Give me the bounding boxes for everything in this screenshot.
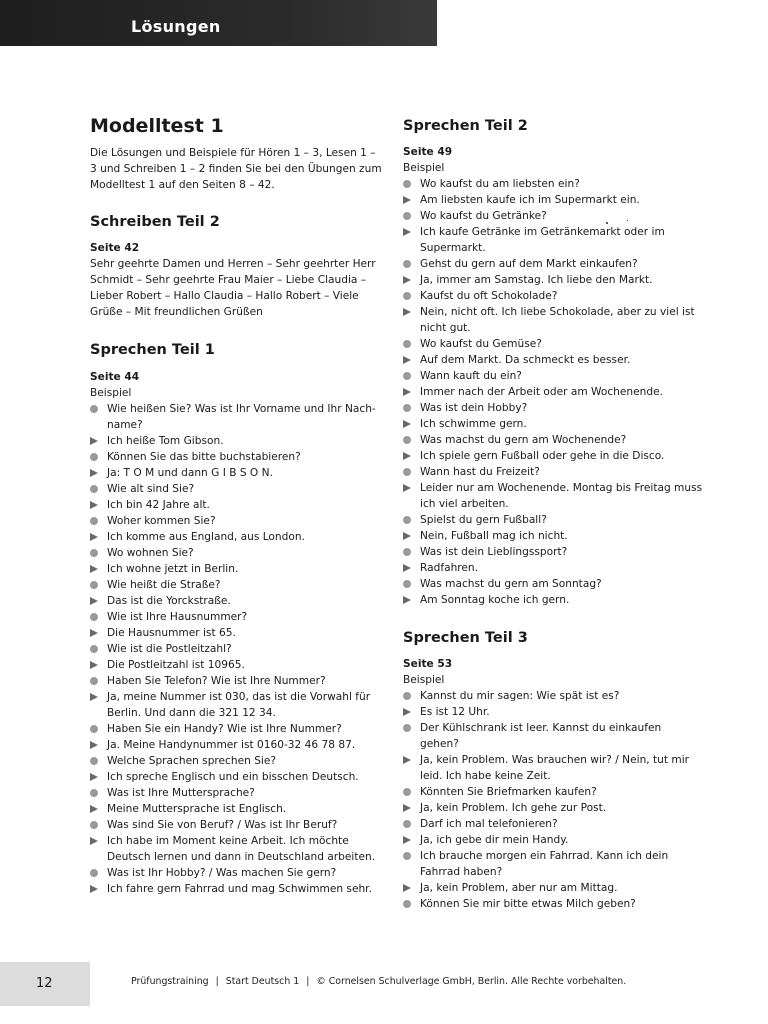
dialogue-answer	[90, 529, 385, 545]
dialogue-answer	[90, 881, 385, 897]
footer-book: Start Deutsch 1	[225, 976, 300, 987]
bullet-arrow-icon	[90, 661, 98, 669]
dialogue-question	[90, 481, 385, 497]
dialogue-answer	[403, 800, 703, 816]
dialogue-answer	[403, 704, 703, 720]
dialogue-text: Ja, kein Problem. Ich gehe zur Post.	[420, 802, 607, 814]
bullet-arrow-icon	[403, 196, 411, 204]
dialogue-question	[90, 641, 385, 657]
bullet-dot-icon	[90, 613, 98, 621]
sprechen2-page-ref: Seite 49	[403, 146, 453, 158]
bullet-arrow-icon	[90, 597, 98, 605]
bullet-arrow-icon	[403, 836, 411, 844]
bullet-dot-icon	[403, 212, 411, 220]
dialogue-text: Wann kauft du ein?	[420, 370, 522, 382]
sprechen1-heading: Sprechen Teil 1	[90, 342, 215, 358]
dialogue-answer	[403, 528, 703, 544]
dialogue-question	[90, 449, 385, 465]
sprechen3-heading: Sprechen Teil 3	[403, 630, 528, 646]
dialogue-text: Könnten Sie Briefmarken kaufen?	[420, 786, 597, 798]
sprechen1-dialogue	[90, 401, 385, 897]
dialogue-answer	[90, 737, 385, 753]
dialogue-text: Ja, immer am Samstag. Ich liebe den Markt.	[420, 274, 653, 286]
footer-series: Prüfungstraining	[131, 976, 209, 987]
dialogue-text: Wie ist die Postleitzahl?	[107, 643, 232, 655]
bullet-dot-icon	[403, 260, 411, 268]
bullet-dot-icon	[403, 436, 411, 444]
bullet-arrow-icon	[403, 308, 411, 316]
scan-speck	[606, 222, 608, 224]
dialogue-answer	[403, 880, 703, 896]
bullet-dot-icon	[403, 468, 411, 476]
bullet-arrow-icon	[90, 693, 98, 701]
bullet-dot-icon	[90, 725, 98, 733]
bullet-arrow-icon	[90, 837, 98, 845]
bullet-dot-icon	[403, 788, 411, 796]
dialogue-text: Darf ich mal telefonieren?	[420, 818, 558, 830]
bullet-dot-icon	[90, 581, 98, 589]
dialogue-question	[90, 545, 385, 561]
dialogue-text: Ich brauche morgen ein Fahrrad. Kann ich dein Fahrrad haben?	[420, 850, 669, 878]
dialogue-text: Die Postleitzahl ist 10965.	[107, 659, 245, 671]
bullet-arrow-icon	[90, 501, 98, 509]
bullet-arrow-icon	[403, 388, 411, 396]
dialogue-text: Ich schwimme gern.	[420, 418, 527, 430]
dialogue-text: Ich heiße Tom Gibson.	[107, 435, 224, 447]
sprechen2-heading: Sprechen Teil 2	[403, 118, 528, 134]
dialogue-text: Ja: T O M und dann G I B S O N.	[107, 467, 273, 479]
dialogue-answer	[90, 561, 385, 577]
footer-copyright: © Cornelsen Schulverlage GmbH, Berlin. Alle Rechte vorbehalten.	[316, 976, 627, 987]
dialogue-question	[403, 336, 703, 352]
dialogue-text: Wo kaufst du Gemüse?	[420, 338, 542, 350]
dialogue-question	[403, 208, 703, 224]
sprechen3-page-ref: Seite 53	[403, 658, 453, 670]
dialogue-text: Wo kaufst du am liebsten ein?	[420, 178, 580, 190]
dialogue-answer	[403, 416, 703, 432]
dialogue-question	[403, 784, 703, 800]
bullet-dot-icon	[403, 548, 411, 556]
dialogue-text: Haben Sie Telefon? Wie ist Ihre Nummer?	[107, 675, 326, 687]
sprechen2-label: Beispiel	[403, 162, 445, 174]
bullet-arrow-icon	[90, 741, 98, 749]
bullet-dot-icon	[403, 180, 411, 188]
dialogue-text: Woher kommen Sie?	[107, 515, 216, 527]
dialogue-answer	[90, 801, 385, 817]
bullet-dot-icon	[90, 645, 98, 653]
dialogue-question	[403, 816, 703, 832]
schreiben-text: Sehr geehrte Damen und Herren – Sehr geehrter Herr Schmidt – Sehr geehrte Frau Maier – Liebe Claudia – Lieber Robert – Hallo Claudia – Hallo Robert – Viele Grüße – Mit freundlichen Grüßen	[90, 258, 376, 318]
dialogue-answer	[403, 272, 703, 288]
header-title: Lösungen	[131, 17, 221, 36]
sprechen3-label: Beispiel	[403, 674, 445, 686]
dialogue-text: Ja, meine Nummer ist 030, das ist die Vorwahl für Berlin. Und dann die 321 12 34.	[107, 691, 371, 719]
bullet-dot-icon	[403, 724, 411, 732]
dialogue-question	[403, 848, 703, 880]
dialogue-text: Wie heißt die Straße?	[107, 579, 221, 591]
main-title: Modelltest 1	[90, 115, 224, 137]
dialogue-question	[90, 401, 385, 433]
bullet-arrow-icon	[403, 804, 411, 812]
dialogue-text: Ich kaufe Getränke im Getränkemarkt oder im Supermarkt.	[420, 226, 665, 254]
dialogue-question	[403, 176, 703, 192]
dialogue-question	[403, 256, 703, 272]
bullet-arrow-icon	[90, 629, 98, 637]
dialogue-text: Ich komme aus England, aus London.	[107, 531, 305, 543]
schreiben-heading: Schreiben Teil 2	[90, 214, 220, 230]
sprechen1-page-ref: Seite 44	[90, 371, 140, 383]
dialogue-answer	[403, 832, 703, 848]
dialogue-text: Ich wohne jetzt in Berlin.	[107, 563, 239, 575]
bullet-arrow-icon	[90, 773, 98, 781]
footer-separator: |	[215, 976, 219, 987]
bullet-arrow-icon	[90, 805, 98, 813]
dialogue-question	[403, 544, 703, 560]
dialogue-text: Wann hast du Freizeit?	[420, 466, 540, 478]
dialogue-text: Ja, kein Problem. Was brauchen wir? / Nein, tut mir leid. Ich habe keine Zeit.	[420, 754, 690, 782]
dialogue-text: Was ist dein Lieblingssport?	[420, 546, 568, 558]
dialogue-question	[403, 512, 703, 528]
dialogue-answer	[403, 384, 703, 400]
bullet-arrow-icon	[403, 276, 411, 284]
dialogue-question	[90, 513, 385, 529]
bullet-dot-icon	[403, 820, 411, 828]
bullet-dot-icon	[90, 789, 98, 797]
dialogue-question	[90, 577, 385, 593]
bullet-dot-icon	[403, 692, 411, 700]
dialogue-question	[403, 720, 703, 752]
dialogue-answer	[90, 497, 385, 513]
dialogue-text: Was ist Ihr Hobby? / Was machen Sie gern?	[107, 867, 337, 879]
bullet-dot-icon	[90, 453, 98, 461]
dialogue-answer	[403, 448, 703, 464]
dialogue-question	[90, 721, 385, 737]
dialogue-question	[403, 368, 703, 384]
dialogue-answer	[90, 657, 385, 673]
bullet-dot-icon	[403, 292, 411, 300]
bullet-dot-icon	[403, 580, 411, 588]
bullet-dot-icon	[403, 516, 411, 524]
bullet-dot-icon	[90, 677, 98, 685]
dialogue-question	[90, 785, 385, 801]
bullet-arrow-icon	[403, 708, 411, 716]
dialogue-answer	[90, 593, 385, 609]
dialogue-text: Ich habe im Moment keine Arbeit. Ich möchte Deutsch lernen und dann in Deutschland arbeiten.	[107, 835, 376, 863]
dialogue-question	[403, 688, 703, 704]
bullet-arrow-icon	[403, 420, 411, 428]
dialogue-text: Wo wohnen Sie?	[107, 547, 194, 559]
dialogue-text: Was sind Sie von Beruf? / Was ist Ihr Beruf?	[107, 819, 338, 831]
bullet-arrow-icon	[90, 565, 98, 573]
dialogue-answer	[90, 625, 385, 641]
dialogue-text: Wie alt sind Sie?	[107, 483, 195, 495]
dialogue-answer	[90, 433, 385, 449]
dialogue-text: Es ist 12 Uhr.	[420, 706, 490, 718]
dialogue-text: Was ist Ihre Muttersprache?	[107, 787, 255, 799]
dialogue-text: Leider nur am Wochenende. Montag bis Freitag muss ich viel arbeiten.	[420, 482, 703, 510]
bullet-arrow-icon	[90, 533, 98, 541]
dialogue-answer	[90, 769, 385, 785]
sprechen1-label: Beispiel	[90, 387, 132, 399]
dialogue-answer	[403, 352, 703, 368]
bullet-dot-icon	[403, 404, 411, 412]
bullet-arrow-icon	[90, 885, 98, 893]
dialogue-text: Ich fahre gern Fahrrad und mag Schwimmen sehr.	[107, 883, 372, 895]
dialogue-text: Was ist dein Hobby?	[420, 402, 528, 414]
dialogue-text: Nein, nicht oft. Ich liebe Schokolade, aber zu viel ist nicht gut.	[420, 306, 695, 334]
dialogue-text: Wo kaufst du Getränke?	[420, 210, 547, 222]
dialogue-question	[90, 673, 385, 689]
bullet-arrow-icon	[403, 532, 411, 540]
dialogue-question	[403, 432, 703, 448]
bullet-arrow-icon	[403, 484, 411, 492]
dialogue-text: Ich spreche Englisch und ein bisschen Deutsch.	[107, 771, 359, 783]
dialogue-question	[403, 288, 703, 304]
bullet-dot-icon	[90, 549, 98, 557]
dialogue-text: Was machst du gern am Wochenende?	[420, 434, 627, 446]
dialogue-text: Ja, kein Problem, aber nur am Mittag.	[420, 882, 618, 894]
dialogue-answer	[403, 480, 703, 512]
sprechen3-dialogue	[403, 688, 703, 912]
dialogue-answer	[403, 304, 703, 336]
dialogue-text: Wie ist Ihre Hausnummer?	[107, 611, 248, 623]
bullet-arrow-icon	[403, 596, 411, 604]
dialogue-text: Was machst du gern am Sonntag?	[420, 578, 602, 590]
sprechen2-dialogue	[403, 176, 703, 608]
dialogue-answer	[403, 560, 703, 576]
bullet-dot-icon	[90, 485, 98, 493]
dialogue-question	[90, 817, 385, 833]
header-bar	[0, 0, 437, 46]
dialogue-text: Immer nach der Arbeit oder am Wochenende.	[420, 386, 663, 398]
dialogue-text: Das ist die Yorckstraße.	[107, 595, 231, 607]
dialogue-question	[403, 464, 703, 480]
dialogue-question	[403, 576, 703, 592]
bullet-arrow-icon	[90, 469, 98, 477]
bullet-arrow-icon	[403, 356, 411, 364]
bullet-dot-icon	[403, 852, 411, 860]
dialogue-text: Können Sie mir bitte etwas Milch geben?	[420, 898, 636, 910]
dialogue-text: Meine Muttersprache ist Englisch.	[107, 803, 287, 815]
dialogue-question	[403, 896, 703, 912]
footer-separator: |	[306, 976, 310, 987]
dialogue-text: Haben Sie ein Handy? Wie ist Ihre Nummer?	[107, 723, 342, 735]
dialogue-text: Ich spiele gern Fußball oder gehe in die Disco.	[420, 450, 665, 462]
dialogue-answer	[90, 833, 385, 865]
bullet-arrow-icon	[403, 564, 411, 572]
dialogue-text: Der Kühlschrank ist leer. Kannst du einkaufen gehen?	[420, 722, 662, 750]
intro-text: Die Lösungen und Beispiele für Hören 1 – 3, Lesen 1 – 3 und Schreiben 1 – 2 finden Sie bei den Übungen zum Modelltest 1 auf den Seiten 8 – 42.	[90, 147, 382, 191]
dialogue-answer	[403, 224, 703, 256]
dialogue-answer	[403, 752, 703, 784]
dialogue-text: Welche Sprachen sprechen Sie?	[107, 755, 277, 767]
dialogue-answer	[403, 592, 703, 608]
bullet-arrow-icon	[403, 884, 411, 892]
dialogue-text: Die Hausnummer ist 65.	[107, 627, 236, 639]
bullet-dot-icon	[403, 372, 411, 380]
schreiben-page-ref: Seite 42	[90, 242, 140, 254]
dialogue-text: Kaufst du oft Schokolade?	[420, 290, 558, 302]
bullet-dot-icon	[90, 869, 98, 877]
scan-speck	[627, 220, 628, 221]
bullet-arrow-icon	[90, 437, 98, 445]
bullet-dot-icon	[90, 405, 98, 413]
dialogue-text: Ja. Meine Handynummer ist 0160-32 46 78 87.	[107, 739, 356, 751]
dialogue-text: Kannst du mir sagen: Wie spät ist es?	[420, 690, 620, 702]
bullet-dot-icon	[90, 757, 98, 765]
dialogue-text: Radfahren.	[420, 562, 479, 574]
dialogue-answer	[90, 689, 385, 721]
dialogue-question	[403, 400, 703, 416]
bullet-arrow-icon	[403, 228, 411, 236]
bullet-arrow-icon	[403, 756, 411, 764]
page-number: 12	[36, 976, 53, 991]
bullet-dot-icon	[403, 340, 411, 348]
dialogue-text: Spielst du gern Fußball?	[420, 514, 547, 526]
bullet-dot-icon	[90, 821, 98, 829]
bullet-arrow-icon	[403, 452, 411, 460]
dialogue-text: Am Sonntag koche ich gern.	[420, 594, 570, 606]
dialogue-answer	[90, 465, 385, 481]
dialogue-text: Auf dem Markt. Da schmeckt es besser.	[420, 354, 631, 366]
bullet-dot-icon	[403, 900, 411, 908]
dialogue-text: Am liebsten kaufe ich im Supermarkt ein.	[420, 194, 640, 206]
dialogue-text: Nein, Fußball mag ich nicht.	[420, 530, 568, 542]
dialogue-question	[90, 753, 385, 769]
dialogue-question	[90, 609, 385, 625]
dialogue-text: Können Sie das bitte buchstabieren?	[107, 451, 301, 463]
dialogue-text: Ich bin 42 Jahre alt.	[107, 499, 210, 511]
dialogue-answer	[403, 192, 703, 208]
dialogue-text: Gehst du gern auf dem Markt einkaufen?	[420, 258, 638, 270]
dialogue-text: Wie heißen Sie? Was ist Ihr Vorname und Ihr Nach- name?	[107, 403, 376, 431]
dialogue-question	[90, 865, 385, 881]
bullet-dot-icon	[90, 517, 98, 525]
footer-credits	[131, 976, 626, 987]
dialogue-text: Ja, ich gebe dir mein Handy.	[420, 834, 569, 846]
